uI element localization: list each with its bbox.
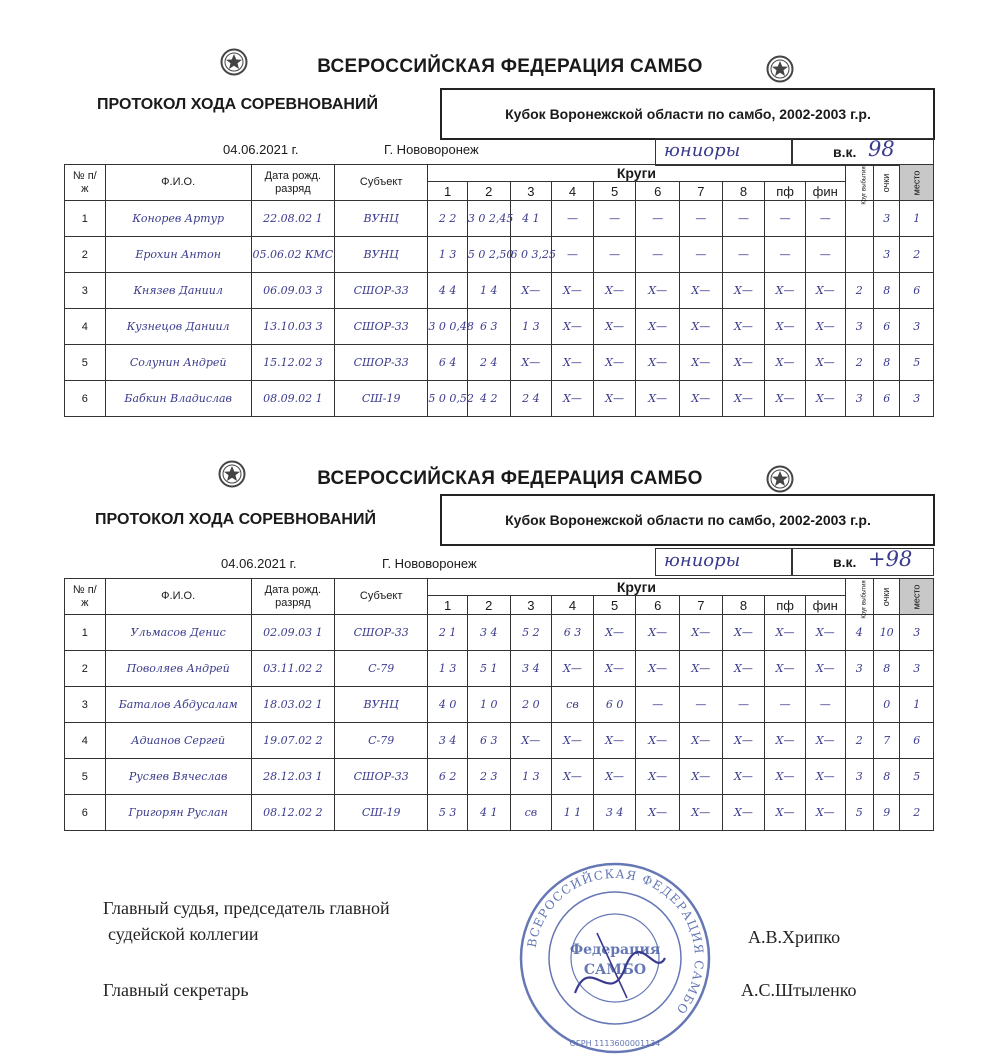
points: 6	[874, 309, 900, 345]
round-result: X—	[636, 273, 680, 309]
round-result: 1 3	[510, 759, 552, 795]
round-result: 1 4	[467, 273, 510, 309]
place: 5	[900, 759, 934, 795]
round-result: 2 3	[467, 759, 510, 795]
round-result: 4 2	[467, 381, 510, 417]
round-label: пф	[765, 596, 806, 615]
round-result: X—	[636, 309, 680, 345]
round-label: 6	[636, 596, 680, 615]
round-result: 4 0	[428, 687, 468, 723]
secretary-title: Главный секретарь	[103, 980, 249, 1000]
col-fio-header: Ф.И.О.	[105, 579, 251, 615]
sambo-emblem-icon	[218, 460, 246, 488]
round-result: X—	[680, 759, 723, 795]
round-result: X—	[593, 759, 636, 795]
participant-name: Князев Даниил	[105, 273, 251, 309]
participant-subject: СШОР-33	[334, 759, 427, 795]
competition-box	[440, 494, 934, 546]
table-row	[65, 615, 934, 651]
table-row	[65, 345, 934, 381]
round-result: X—	[765, 273, 806, 309]
round-result: 6 4	[428, 345, 468, 381]
round-result: —	[636, 687, 680, 723]
table-row	[65, 201, 934, 237]
participant-name: Русяев Вячеслав	[105, 759, 251, 795]
participant-dob-rank: 18.03.02 1	[251, 687, 334, 723]
round-result: 3 4	[593, 795, 636, 831]
round-result: X—	[680, 273, 723, 309]
col-subject-header: Субъект	[334, 165, 427, 201]
round-result: X—	[636, 615, 680, 651]
round-result: —	[765, 687, 806, 723]
participant-number: 5	[65, 345, 106, 381]
round-result: X—	[593, 273, 636, 309]
round-result: —	[765, 237, 806, 273]
dropout-round: 3	[845, 381, 873, 417]
weight-class-label: в.к.	[833, 144, 857, 160]
points: 0	[874, 687, 900, 723]
round-label: 8	[722, 596, 765, 615]
dropout-round: 4	[845, 615, 873, 651]
round-result: X—	[680, 345, 723, 381]
protocol-sheet-2	[0, 412, 1000, 819]
round-result: —	[805, 687, 845, 723]
col-dropout-header: Круг выбытия	[845, 165, 873, 201]
round-result: 5 0 2,50	[467, 237, 510, 273]
round-result: 2 2	[428, 201, 468, 237]
round-result: —	[680, 687, 723, 723]
place: 6	[900, 273, 934, 309]
participant-dob-rank: 13.10.03 3	[251, 309, 334, 345]
round-result: 1 3	[428, 651, 468, 687]
weight-class-label: в.к.	[833, 554, 857, 570]
round-result: 6 0	[593, 687, 636, 723]
round-result: X—	[765, 723, 806, 759]
date: 04.06.2021 г.	[221, 556, 297, 571]
round-result: X—	[636, 723, 680, 759]
round-result: X—	[722, 651, 765, 687]
participant-number: 2	[65, 651, 106, 687]
col-points-header: очки	[874, 165, 900, 201]
dropout-round: 3	[845, 759, 873, 795]
round-result: X—	[765, 345, 806, 381]
competition-name: Кубок Воронежской области по самбо, 2002-2003 г.р.	[505, 512, 871, 528]
round-result: X—	[680, 381, 723, 417]
participant-number: 6	[65, 381, 106, 417]
participant-subject: С-79	[334, 723, 427, 759]
round-result: X—	[593, 345, 636, 381]
round-result: 1 1	[552, 795, 594, 831]
points: 9	[874, 795, 900, 831]
round-result: 2 4	[510, 381, 552, 417]
federation-stamp-icon	[515, 858, 715, 1058]
points: 8	[874, 345, 900, 381]
round-result: X—	[805, 723, 845, 759]
round-result: X—	[722, 381, 765, 417]
signatures-block	[0, 880, 1000, 1061]
round-result: X—	[593, 309, 636, 345]
col-num-header: № п/ж	[65, 579, 106, 615]
round-result: —	[722, 687, 765, 723]
round-label: 2	[467, 596, 510, 615]
round-result: X—	[636, 795, 680, 831]
place: 3	[900, 615, 934, 651]
dropout-round	[845, 201, 873, 237]
round-result: X—	[805, 795, 845, 831]
round-label: фин	[805, 182, 845, 201]
col-rounds-header: Круги	[428, 165, 845, 182]
sambo-emblem-icon	[766, 465, 794, 493]
svg-text:Федерация: Федерация	[569, 942, 661, 958]
participant-dob-rank: 08.12.02 2	[251, 795, 334, 831]
col-dob-header: Дата рожд. разряд	[251, 579, 334, 615]
round-result: X—	[680, 309, 723, 345]
table-body	[65, 201, 934, 417]
round-label: 2	[467, 182, 510, 201]
round-result: 6 3	[552, 615, 594, 651]
round-result: 5 3	[428, 795, 468, 831]
place: 2	[900, 795, 934, 831]
round-result: 3 0 0,48	[428, 309, 468, 345]
dropout-round: 2	[845, 345, 873, 381]
round-result: X—	[805, 273, 845, 309]
participant-name: Баталов Абдусалам	[105, 687, 251, 723]
round-label: 7	[680, 182, 723, 201]
round-result: X—	[552, 759, 594, 795]
round-label: 7	[680, 596, 723, 615]
round-label: 6	[636, 182, 680, 201]
round-result: —	[805, 201, 845, 237]
round-result: X—	[636, 345, 680, 381]
participant-subject: СШОР-33	[334, 345, 427, 381]
participant-dob-rank: 02.09.03 1	[251, 615, 334, 651]
round-result: —	[636, 201, 680, 237]
round-result: X—	[805, 651, 845, 687]
round-result: —	[552, 237, 594, 273]
table-row	[65, 687, 934, 723]
dropout-round: 2	[845, 273, 873, 309]
round-result: X—	[722, 345, 765, 381]
round-result: 3 0 2,45	[467, 201, 510, 237]
place: 6	[900, 723, 934, 759]
round-result: —	[636, 237, 680, 273]
participant-number: 4	[65, 723, 106, 759]
category: юниоры	[664, 550, 741, 571]
round-result: X—	[510, 273, 552, 309]
city: Г. Нововоронеж	[384, 142, 479, 157]
participant-name: Солунин Андрей	[105, 345, 251, 381]
round-result: —	[805, 237, 845, 273]
col-place-header: место	[900, 579, 934, 615]
weight-class-value: +98	[868, 547, 913, 571]
round-label: 4	[552, 596, 594, 615]
round-label: 8	[722, 182, 765, 201]
round-result: св	[552, 687, 594, 723]
table-row	[65, 273, 934, 309]
col-fio-header: Ф.И.О.	[105, 165, 251, 201]
round-result: X—	[593, 381, 636, 417]
participant-subject: СШ-19	[334, 381, 427, 417]
participant-number: 5	[65, 759, 106, 795]
col-points-header: очки	[874, 579, 900, 615]
round-result: X—	[552, 381, 594, 417]
round-result: X—	[680, 723, 723, 759]
points: 6	[874, 381, 900, 417]
col-place-header: место	[900, 165, 934, 201]
round-result: 3 4	[428, 723, 468, 759]
place: 1	[900, 201, 934, 237]
round-result: X—	[765, 651, 806, 687]
results-table	[64, 578, 934, 831]
round-result: X—	[636, 651, 680, 687]
round-result: —	[722, 237, 765, 273]
table-body	[65, 615, 934, 831]
round-result: X—	[722, 309, 765, 345]
round-label: 5	[593, 596, 636, 615]
weight-class-box	[792, 138, 934, 166]
round-result: —	[593, 237, 636, 273]
round-result: X—	[805, 381, 845, 417]
place: 3	[900, 309, 934, 345]
city: Г. Нововоронеж	[382, 556, 477, 571]
round-result: 2 1	[428, 615, 468, 651]
participant-subject: СШОР-33	[334, 615, 427, 651]
table-row	[65, 795, 934, 831]
round-result: X—	[765, 759, 806, 795]
dropout-round	[845, 687, 873, 723]
round-result: 5 1	[467, 651, 510, 687]
round-result: X—	[805, 615, 845, 651]
box-border	[933, 494, 935, 546]
participant-subject: ВУНЦ	[334, 237, 427, 273]
participant-number: 6	[65, 795, 106, 831]
round-result: 5 2	[510, 615, 552, 651]
round-label: 1	[428, 182, 468, 201]
round-result: X—	[593, 615, 636, 651]
dropout-round	[845, 237, 873, 273]
round-result: X—	[722, 795, 765, 831]
participant-number: 1	[65, 615, 106, 651]
box-border	[933, 88, 935, 140]
col-dropout-header: Круг выбытия	[845, 579, 873, 615]
participant-subject: СШОР-33	[334, 273, 427, 309]
points: 10	[874, 615, 900, 651]
chief-judge-title-line1: Главный судья, председатель главной	[103, 898, 390, 918]
round-result: св	[510, 795, 552, 831]
round-result: 1 3	[510, 309, 552, 345]
competition-box	[440, 88, 934, 140]
participant-dob-rank: 19.07.02 2	[251, 723, 334, 759]
weight-class-value: 98	[868, 137, 895, 161]
round-result: X—	[552, 273, 594, 309]
round-result: X—	[510, 345, 552, 381]
competition-name: Кубок Воронежской области по самбо, 2002-2003 г.р.	[505, 106, 871, 122]
protocol-title: ПРОТОКОЛ ХОДА СОРЕВНОВАНИЙ	[95, 511, 376, 528]
results-table	[64, 164, 934, 417]
protocol-sheet-1	[0, 0, 1000, 405]
round-result: 1 3	[428, 237, 468, 273]
round-result: 6 0 3,25	[510, 237, 552, 273]
round-result: X—	[636, 759, 680, 795]
round-result: 4 1	[510, 201, 552, 237]
round-result: X—	[765, 795, 806, 831]
chief-judge-name: А.В.Хрипко	[748, 927, 841, 947]
round-result: X—	[722, 723, 765, 759]
round-result: X—	[552, 723, 594, 759]
col-num-header: № п/ж	[65, 165, 106, 201]
chief-judge-title-line2: судейской коллегии	[108, 924, 259, 944]
round-result: 2 0	[510, 687, 552, 723]
participant-number: 1	[65, 201, 106, 237]
round-result: X—	[805, 345, 845, 381]
dropout-round: 2	[845, 723, 873, 759]
participant-name: Адианов Сергей	[105, 723, 251, 759]
round-result: X—	[593, 723, 636, 759]
protocol-title: ПРОТОКОЛ ХОДА СОРЕВНОВАНИЙ	[97, 96, 378, 113]
points: 3	[874, 237, 900, 273]
round-label: фин	[805, 596, 845, 615]
table-row	[65, 759, 934, 795]
round-result: —	[593, 201, 636, 237]
round-label: 1	[428, 596, 468, 615]
participant-subject: ВУНЦ	[334, 201, 427, 237]
date: 04.06.2021 г.	[223, 142, 299, 157]
place: 1	[900, 687, 934, 723]
round-result: —	[552, 201, 594, 237]
participant-subject: ВУНЦ	[334, 687, 427, 723]
svg-text:ВСЕРОССИЙСКАЯ ФЕДЕРАЦИЯ САМБО: ВСЕРОССИЙСКАЯ ФЕДЕРАЦИЯ САМБО	[524, 866, 707, 1018]
category: юниоры	[664, 140, 741, 161]
round-label: 3	[510, 182, 552, 201]
round-result: X—	[765, 381, 806, 417]
place: 3	[900, 651, 934, 687]
round-result: X—	[552, 345, 594, 381]
federation-title: ВСЕРОССИЙСКАЯ ФЕДЕРАЦИЯ САМБО	[317, 468, 703, 489]
participant-dob-rank: 08.09.02 1	[251, 381, 334, 417]
col-subject-header: Субъект	[334, 579, 427, 615]
round-label: 5	[593, 182, 636, 201]
participant-number: 4	[65, 309, 106, 345]
round-result: —	[765, 201, 806, 237]
round-result: X—	[680, 795, 723, 831]
round-result: X—	[722, 273, 765, 309]
federation-title: ВСЕРОССИЙСКАЯ ФЕДЕРАЦИЯ САМБО	[317, 56, 703, 77]
col-dob-header: Дата рожд. разряд	[251, 165, 334, 201]
round-result: X—	[636, 381, 680, 417]
round-label: 4	[552, 182, 594, 201]
points: 8	[874, 759, 900, 795]
col-rounds-header: Круги	[428, 579, 845, 596]
points: 8	[874, 651, 900, 687]
round-result: 6 2	[428, 759, 468, 795]
participant-name: Григорян Руслан	[105, 795, 251, 831]
participant-number: 2	[65, 237, 106, 273]
points: 3	[874, 201, 900, 237]
table-row	[65, 309, 934, 345]
round-result: 6 3	[467, 723, 510, 759]
participant-name: Ерохин Антон	[105, 237, 251, 273]
round-result: —	[680, 237, 723, 273]
round-result: X—	[680, 615, 723, 651]
round-result: X—	[805, 309, 845, 345]
place: 5	[900, 345, 934, 381]
round-result: —	[680, 201, 723, 237]
round-result: X—	[765, 615, 806, 651]
secretary-name: А.С.Штыленко	[741, 980, 857, 1000]
participant-number: 3	[65, 687, 106, 723]
sambo-emblem-icon	[766, 55, 794, 83]
dropout-round: 3	[845, 309, 873, 345]
participant-name: Кузнецов Даниил	[105, 309, 251, 345]
participant-dob-rank: 05.06.02 КМС	[251, 237, 334, 273]
participant-dob-rank: 06.09.03 3	[251, 273, 334, 309]
round-result: 3 4	[510, 651, 552, 687]
round-result: —	[722, 201, 765, 237]
round-result: 5 0 0,52	[428, 381, 468, 417]
place: 3	[900, 381, 934, 417]
round-result: 1 0	[467, 687, 510, 723]
round-result: X—	[765, 309, 806, 345]
round-result: X—	[510, 723, 552, 759]
sambo-emblem-icon	[220, 48, 248, 76]
round-result: X—	[722, 759, 765, 795]
participant-dob-rank: 03.11.02 2	[251, 651, 334, 687]
round-result: X—	[552, 651, 594, 687]
participant-subject: СШОР-33	[334, 309, 427, 345]
table-row	[65, 723, 934, 759]
round-result: X—	[593, 651, 636, 687]
dropout-round: 5	[845, 795, 873, 831]
svg-text:ОГРН 1113600001134: ОГРН 1113600001134	[569, 1039, 661, 1048]
round-result: X—	[552, 309, 594, 345]
place: 2	[900, 237, 934, 273]
participant-name: Поволяев Андрей	[105, 651, 251, 687]
round-result: 2 4	[467, 345, 510, 381]
participant-number: 3	[65, 273, 106, 309]
round-label: 3	[510, 596, 552, 615]
round-result: 3 4	[467, 615, 510, 651]
round-result: 4 1	[467, 795, 510, 831]
participant-dob-rank: 15.12.02 3	[251, 345, 334, 381]
round-result: X—	[680, 651, 723, 687]
round-label: пф	[765, 182, 806, 201]
dropout-round: 3	[845, 651, 873, 687]
svg-text:САМБО: САМБО	[583, 962, 647, 978]
table-row	[65, 237, 934, 273]
participant-name: Конорев Артур	[105, 201, 251, 237]
round-result: X—	[805, 759, 845, 795]
participant-name: Бабкин Владислав	[105, 381, 251, 417]
round-result: X—	[722, 615, 765, 651]
participant-subject: С-79	[334, 651, 427, 687]
weight-class-box	[792, 548, 934, 576]
participant-name: Ульмасов Денис	[105, 615, 251, 651]
participant-dob-rank: 22.08.02 1	[251, 201, 334, 237]
points: 7	[874, 723, 900, 759]
round-result: 6 3	[467, 309, 510, 345]
round-result: 4 4	[428, 273, 468, 309]
points: 8	[874, 273, 900, 309]
participant-subject: СШ-19	[334, 795, 427, 831]
participant-dob-rank: 28.12.03 1	[251, 759, 334, 795]
table-row	[65, 651, 934, 687]
